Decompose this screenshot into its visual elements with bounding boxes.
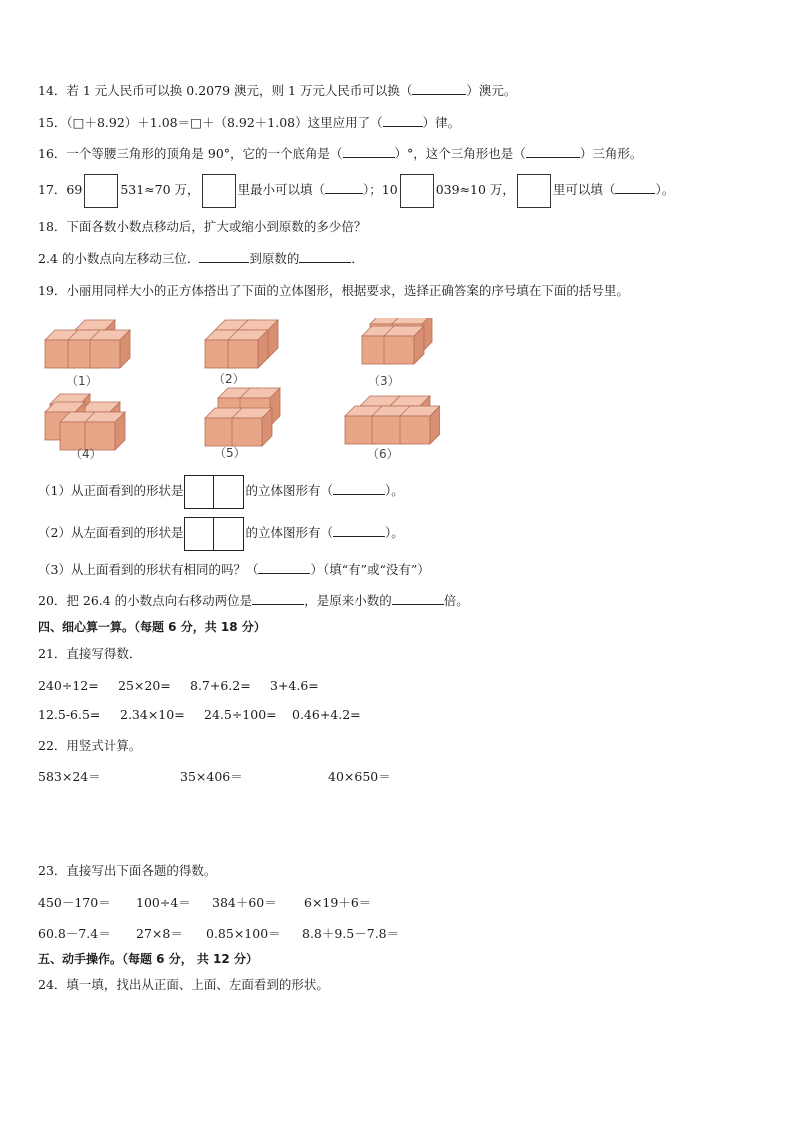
calc-item: 40×650＝: [328, 769, 391, 784]
figure-label-3: （3）: [368, 374, 400, 388]
figure-1-cubes: [45, 320, 130, 368]
calc-item: 583×24＝: [38, 769, 101, 784]
calc-item: 27×8＝: [136, 926, 183, 941]
q19-p3-blank[interactable]: [258, 561, 310, 574]
question-18-title: 18．下面各数小数点移动后，扩大或缩小到原数的多少倍？: [38, 219, 367, 234]
q18-blank-1[interactable]: [199, 250, 249, 263]
q16-text-mid: ）°，这个三角形也是（: [394, 146, 526, 161]
q20-blank-2[interactable]: [392, 592, 444, 605]
q21-row-2: [38, 706, 361, 724]
figure-4-cubes: [45, 394, 125, 450]
q14-answer-blank[interactable]: [412, 82, 466, 95]
question-20: [38, 592, 469, 610]
q16-blank-1[interactable]: [343, 145, 395, 158]
q23-row-2: [38, 925, 399, 943]
question-18-item: [38, 250, 364, 268]
calc-item: 100÷4＝: [136, 895, 191, 910]
q17-text-g: ）。: [655, 182, 675, 197]
q18-text-c: ．: [351, 251, 364, 266]
figure-label-2: （2）: [213, 372, 245, 386]
calc-item: 8.8＋9.5－7.8＝: [302, 926, 400, 941]
q17-digit-box-1[interactable]: [84, 174, 118, 208]
q19-p3-text-a: （3）从上面看到的形状有相同的吗？（: [38, 562, 259, 577]
q19-p1-blank[interactable]: [333, 482, 385, 495]
q15-answer-blank[interactable]: [383, 114, 423, 127]
figure-label-6: （6）: [367, 447, 399, 461]
q19-p1-text-a: （1）从正面看到的形状是: [38, 483, 184, 498]
q21-row-1: [38, 677, 319, 695]
q17-ref-box-2: [517, 174, 551, 208]
q19-part-2: [38, 516, 404, 551]
question-16: [38, 145, 642, 163]
figure-6-cubes: [345, 396, 440, 444]
q17-text-b: 531≈70 万，: [120, 182, 200, 197]
q18-text-a: 2.4 的小数点向左移动三位．: [38, 251, 200, 266]
q20-text-a: 20．把 26.4 的小数点向右移动两位是: [38, 593, 253, 608]
q18-text-b: 到原数的: [249, 251, 300, 266]
q20-text-b: ，是原来小数的: [304, 593, 392, 608]
question-23-title: 23．直接写出下面各题的得数。: [38, 863, 217, 878]
q17-text-c: 里最小可以填（: [237, 182, 326, 197]
question-14: [38, 82, 516, 100]
q19-p3-text-b: ）（填“有”或“没有”）: [310, 562, 430, 577]
calc-item: 3+4.6=: [270, 678, 319, 693]
figure-2-cubes: [205, 320, 278, 368]
section-4-heading: 四、细心算一算。（每题 6 分，共 18 分）: [38, 620, 266, 634]
q19-part-3: [38, 561, 430, 579]
q15-text-end: ）律。: [422, 115, 461, 130]
q19-p1-text-b: 的立体图形有（: [245, 483, 333, 498]
two-square-shape: [184, 475, 244, 509]
q16-blank-2[interactable]: [526, 145, 580, 158]
figure-label-5: （5）: [214, 446, 246, 460]
q16-text-end: ）三角形。: [579, 146, 643, 161]
q17-text-a: 17．69: [38, 182, 83, 197]
calc-item: 60.8－7.4＝: [38, 926, 111, 941]
calc-item: 384＋60＝: [212, 895, 277, 910]
section-5-heading: 五、动手操作。（每题 6 分， 共 12 分）: [38, 952, 258, 966]
q20-blank-1[interactable]: [252, 592, 304, 605]
calc-item: 450－170＝: [38, 895, 111, 910]
figure-3-cubes: [362, 318, 432, 364]
question-22-title: 22．用竖式计算。: [38, 738, 142, 753]
q19-p1-text-c: ）。: [384, 483, 404, 498]
question-15: [38, 114, 460, 132]
calc-item: 35×406＝: [180, 769, 243, 784]
calc-item: 0.46+4.2=: [292, 707, 361, 722]
q19-p2-text-b: 的立体图形有（: [245, 525, 333, 540]
question-24: 24．填一填，找出从正面、上面、左面看到的形状。: [38, 977, 329, 992]
calc-item: 8.7+6.2=: [190, 678, 251, 693]
q17-digit-box-2[interactable]: [400, 174, 434, 208]
calc-item: 0.85×100＝: [206, 926, 281, 941]
q17-ref-box-1: [202, 174, 236, 208]
q14-text-end: ）澳元。: [466, 83, 517, 98]
q18-blank-2[interactable]: [299, 250, 351, 263]
q17-blank-2[interactable]: [615, 181, 655, 194]
calc-item: 12.5-6.5=: [38, 707, 101, 722]
question-17: [38, 172, 674, 208]
q19-p2-blank[interactable]: [333, 524, 385, 537]
calc-item: 240÷12=: [38, 678, 99, 693]
q17-text-d: ）；10: [363, 182, 398, 197]
q22-items: [38, 768, 391, 786]
q17-text-e: 039≈10 万，: [435, 182, 515, 197]
calc-item: 25×20=: [118, 678, 171, 693]
q20-text-c: 倍。: [443, 593, 469, 608]
q19-p2-text-c: ）。: [384, 525, 404, 540]
question-19-title: 19．小丽用同样大小的正方体搭出了下面的立体图形，根据要求，选择正确答案的序号填在下面的括号里。: [38, 283, 629, 298]
q23-row-1: [38, 894, 371, 912]
question-21-title: 21．直接写得数．: [38, 646, 142, 661]
calc-item: 6×19＋6＝: [304, 895, 372, 910]
calc-item: 24.5÷100=: [204, 707, 277, 722]
q14-text: 14．若 1 元人民币可以换 0.2079 澳元，则 1 万元人民币可以换（: [38, 83, 413, 98]
figure-5-cubes: [205, 388, 280, 446]
q19-p2-text-a: （2）从左面看到的形状是: [38, 525, 184, 540]
q17-blank-1[interactable]: [325, 181, 363, 194]
figure-label-4: （4）: [70, 447, 102, 461]
q15-text: 15．（□＋8.92）＋1.08＝□＋（8.92＋1.08）这里应用了（: [38, 115, 383, 130]
figure-label-1: （1）: [66, 374, 98, 388]
q16-text: 16．一个等腰三角形的顶角是 90°，它的一个底角是（: [38, 146, 343, 161]
calc-item: 2.34×10=: [120, 707, 185, 722]
q17-text-f: 里可以填（: [552, 182, 616, 197]
two-square-shape: [184, 517, 244, 551]
q19-part-1: [38, 474, 404, 509]
